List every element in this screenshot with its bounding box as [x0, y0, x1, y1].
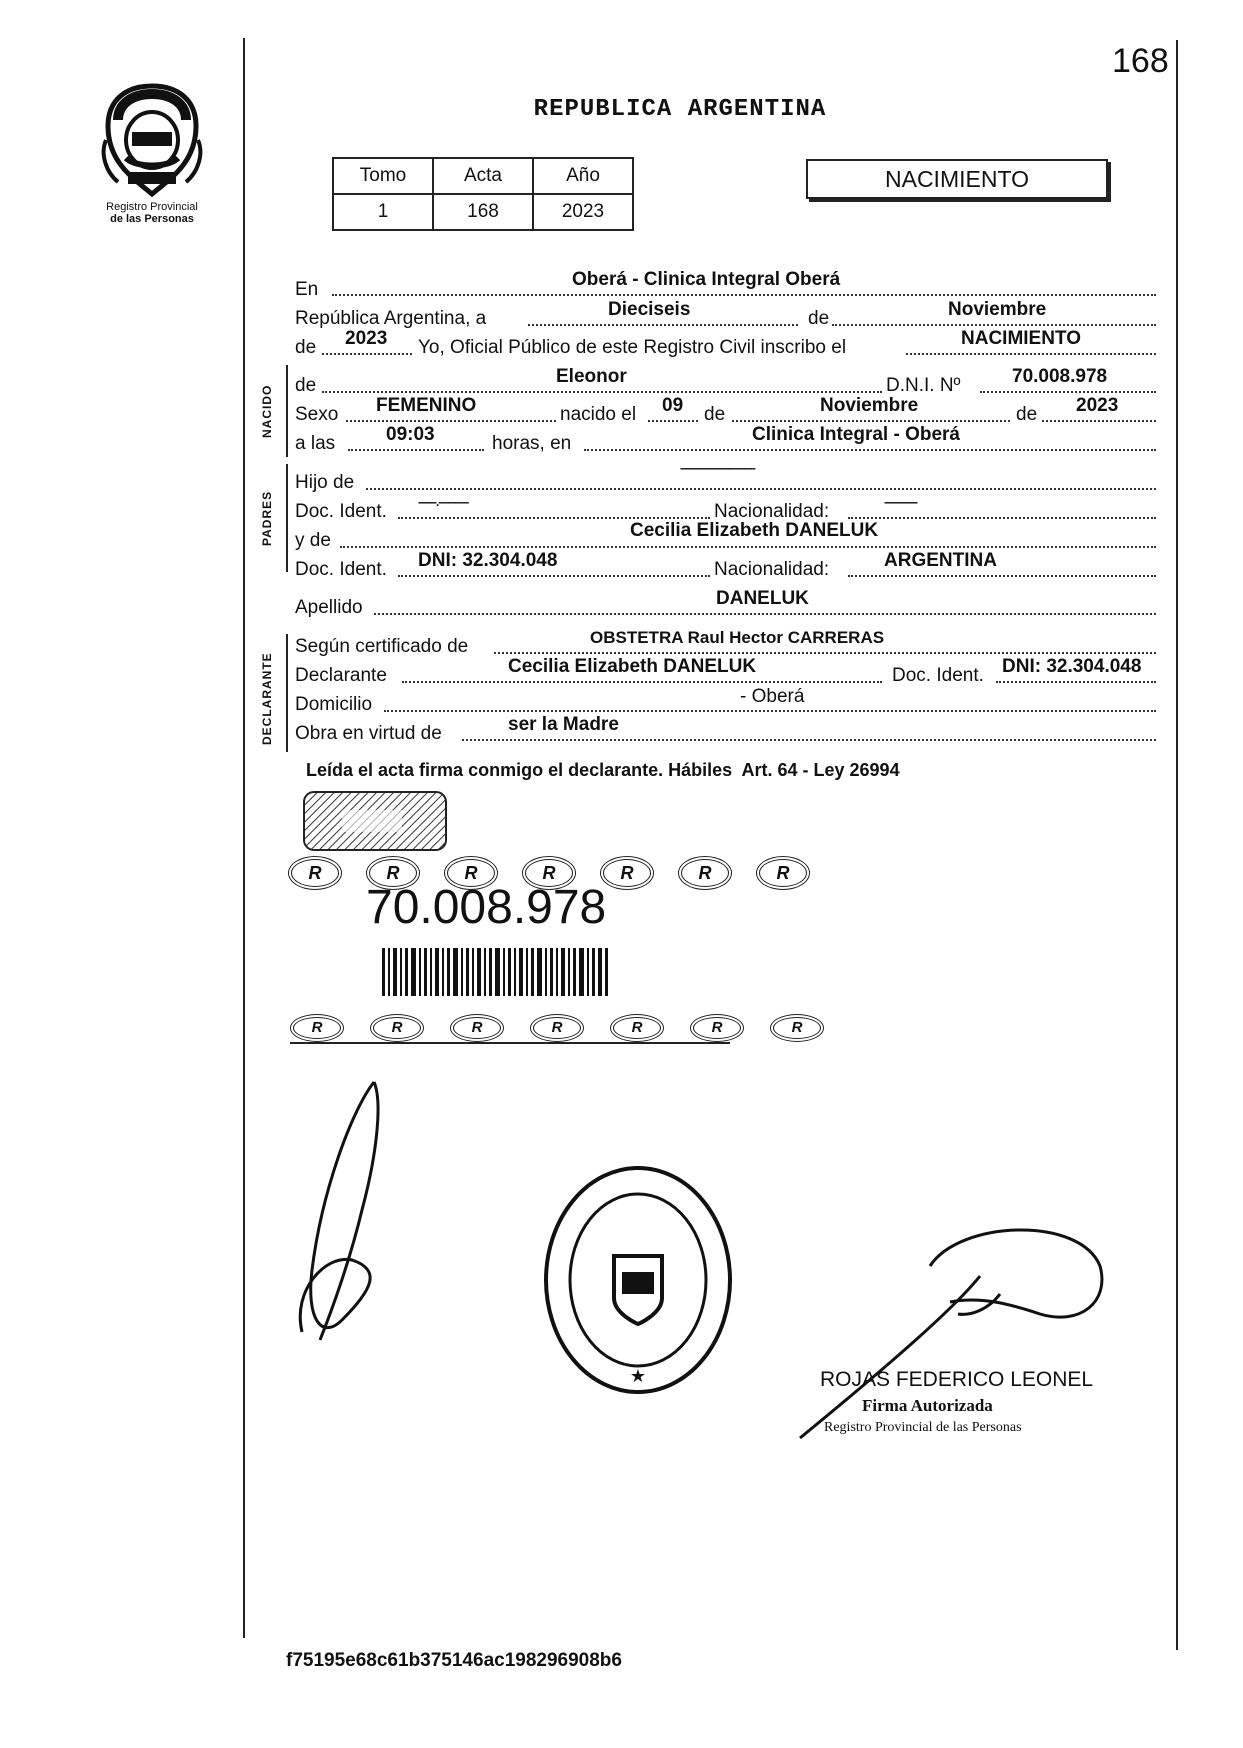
closing-statement: Leída el acta firma conmigo el declarante. Hábiles Art. 64 - Ley 26994 [306, 760, 900, 780]
registered-mark-icon: R [530, 1014, 584, 1042]
issuer-line-2: de las Personas [110, 213, 194, 225]
page-number: 168 [1112, 42, 1169, 80]
sticker-number: 70.008.978 [366, 881, 607, 934]
registered-mark-icon: R [770, 1014, 824, 1042]
registered-mark-icon: R [756, 856, 810, 890]
sticker-watermark-row-bottom [290, 1014, 803, 1044]
barcode-icon [382, 948, 608, 996]
cert-label: Según certificado de [295, 636, 469, 657]
doc1-value: ------.---------- [418, 495, 469, 509]
document-hash: f75195e68c61b375146ac198296908b6 [286, 1650, 622, 1671]
nac1-value: ----------- [884, 495, 917, 509]
domicilio-value: - Oberá [740, 686, 805, 707]
month-value: Noviembre [948, 299, 1047, 320]
registered-mark-icon: R [290, 1014, 344, 1042]
dni-label: D.N.I. Nº [886, 375, 961, 396]
en-value: Oberá - Clinica Integral Oberá [572, 269, 841, 290]
doc2-value: DNI: 32.304.048 [418, 550, 558, 571]
act-value: NACIMIENTO [961, 328, 1081, 349]
birth-day-dots [648, 420, 698, 422]
side-label-nacido: NACIDO [260, 384, 274, 438]
registered-mark-icon: R [444, 856, 498, 890]
en-label: En [295, 279, 319, 300]
name-value: Eleonor [556, 366, 627, 387]
time-dots [348, 449, 484, 451]
declarant-signature [282, 1070, 412, 1360]
security-hologram-icon [302, 790, 448, 852]
year-dots [322, 353, 412, 355]
day-dots [528, 324, 798, 326]
registered-mark-icon: R [690, 1014, 744, 1042]
doc3-dots [996, 681, 1156, 683]
signatory-name: ROJAS FEDERICO LEONEL [820, 1368, 1094, 1391]
horas-label: horas, en [492, 433, 572, 454]
hijo-label: Hijo de [295, 472, 355, 493]
record-header-tomo: Tomo [333, 158, 433, 194]
record-table [332, 157, 634, 231]
issuer-line-1: Registro Provincial [106, 201, 198, 213]
doc2-dots [398, 575, 710, 577]
mother-value: Cecilia Elizabeth DANELUK [630, 520, 879, 541]
doc3-value: DNI: 32.304.048 [1002, 656, 1142, 677]
birth-de2-label: de [1016, 404, 1038, 425]
nac2-value: ARGENTINA [884, 550, 997, 571]
dni-value: 70.008.978 [1012, 366, 1108, 387]
declarante-value: Cecilia Elizabeth DANELUK [508, 656, 757, 677]
signatory-office: Registro Provincial de las Personas [824, 1420, 1022, 1435]
registered-mark-icon: R [522, 856, 576, 890]
place-dots [584, 449, 1156, 451]
time-value: 09:03 [386, 424, 435, 445]
obra-dots [462, 739, 1156, 741]
registered-mark-icon: R [678, 856, 732, 890]
record-table-value-row [333, 194, 633, 230]
nac2-dots [848, 575, 1156, 577]
sexo-label: Sexo [295, 404, 339, 425]
nacido-bracket [286, 365, 288, 457]
record-type-label: NACIMIENTO [885, 166, 1029, 192]
declarante-bracket [286, 634, 288, 752]
republica-label: República Argentina, a [295, 308, 487, 329]
record-header-acta: Acta [433, 158, 533, 194]
side-label-padres: PADRES [260, 490, 274, 546]
year-value: 2023 [345, 328, 388, 349]
svg-text:★: ★ [629, 1366, 647, 1386]
a-las-label: a las [295, 433, 336, 454]
nacido-label: nacido el [560, 404, 637, 425]
doc2-label: Doc. Ident. [295, 559, 387, 580]
doc1-label: Doc. Ident. [295, 501, 387, 522]
record-table-header-row [333, 158, 633, 194]
mother-dots [340, 546, 1156, 548]
apellido-label: Apellido [295, 597, 363, 618]
padres-bracket [286, 464, 288, 572]
place-value: Clinica Integral - Oberá [752, 424, 960, 445]
de2-label: de [295, 337, 317, 358]
official-text: Yo, Oficial Público de este Registro Civil inscribo el [418, 337, 847, 358]
doc3-label: Doc. Ident. [892, 665, 984, 686]
sexo-value: FEMENINO [376, 395, 477, 416]
registered-mark-icon: R [450, 1014, 504, 1042]
declarante-dots [402, 681, 882, 683]
obra-label: Obra en virtud de [295, 723, 442, 744]
birth-month-dots [732, 420, 1010, 422]
hijo-dots [366, 488, 1156, 490]
nac1-label: Nacionalidad: [714, 501, 830, 522]
obra-value: ser la Madre [508, 714, 619, 735]
day-value: Dieciseis [608, 299, 691, 320]
dni-dots [980, 391, 1156, 393]
record-value-acta: 168 [433, 194, 533, 230]
record-type-box [806, 159, 1108, 199]
registered-mark-icon: R [370, 1014, 424, 1042]
cert-value: OBSTETRA Raul Hector CARRERAS [590, 628, 885, 647]
record-header-anio: Año [533, 158, 633, 194]
right-margin-rule [1176, 40, 1178, 1650]
left-margin-rule [243, 38, 245, 1638]
doc1-dots [398, 517, 710, 519]
domicilio-dots [384, 710, 1156, 712]
registered-mark-icon: R [610, 1014, 664, 1042]
record-value-tomo: 1 [333, 194, 433, 230]
birth-day-value: 09 [662, 395, 684, 416]
domicilio-label: Domicilio [295, 694, 373, 715]
sexo-dots [346, 420, 556, 422]
side-label-declarante: DECLARANTE [260, 652, 274, 745]
birth-month-value: Noviembre [820, 395, 919, 416]
document-title: REPUBLICA ARGENTINA [533, 96, 827, 123]
de-label: de [808, 308, 830, 329]
registered-mark-icon: R [366, 856, 420, 890]
name-label: de [295, 375, 317, 396]
en-dots [332, 294, 1156, 296]
apellido-dots [374, 613, 1156, 615]
act-dots [906, 353, 1156, 355]
registered-mark-icon: R [288, 856, 342, 890]
birth-year-value: 2023 [1076, 395, 1119, 416]
declarante-label: Declarante [295, 665, 387, 686]
yde-label: y de [295, 530, 331, 551]
hijo-value: ------------------------- [680, 461, 755, 475]
nac2-label: Nacionalidad: [714, 559, 830, 580]
record-value-anio: 2023 [533, 194, 633, 230]
official-seal-stamp [538, 1160, 738, 1400]
nac1-dots [848, 517, 1156, 519]
province-coat-of-arms-logo [96, 80, 208, 200]
cert-dots [494, 652, 1156, 654]
registered-mark-icon: R [600, 856, 654, 890]
birth-de-label: de [704, 404, 726, 425]
month-dots [832, 324, 1156, 326]
name-dots [322, 391, 882, 393]
apellido-value: DANELUK [716, 588, 809, 609]
birth-year-dots [1042, 420, 1156, 422]
signatory-role: Firma Autorizada [862, 1396, 993, 1415]
